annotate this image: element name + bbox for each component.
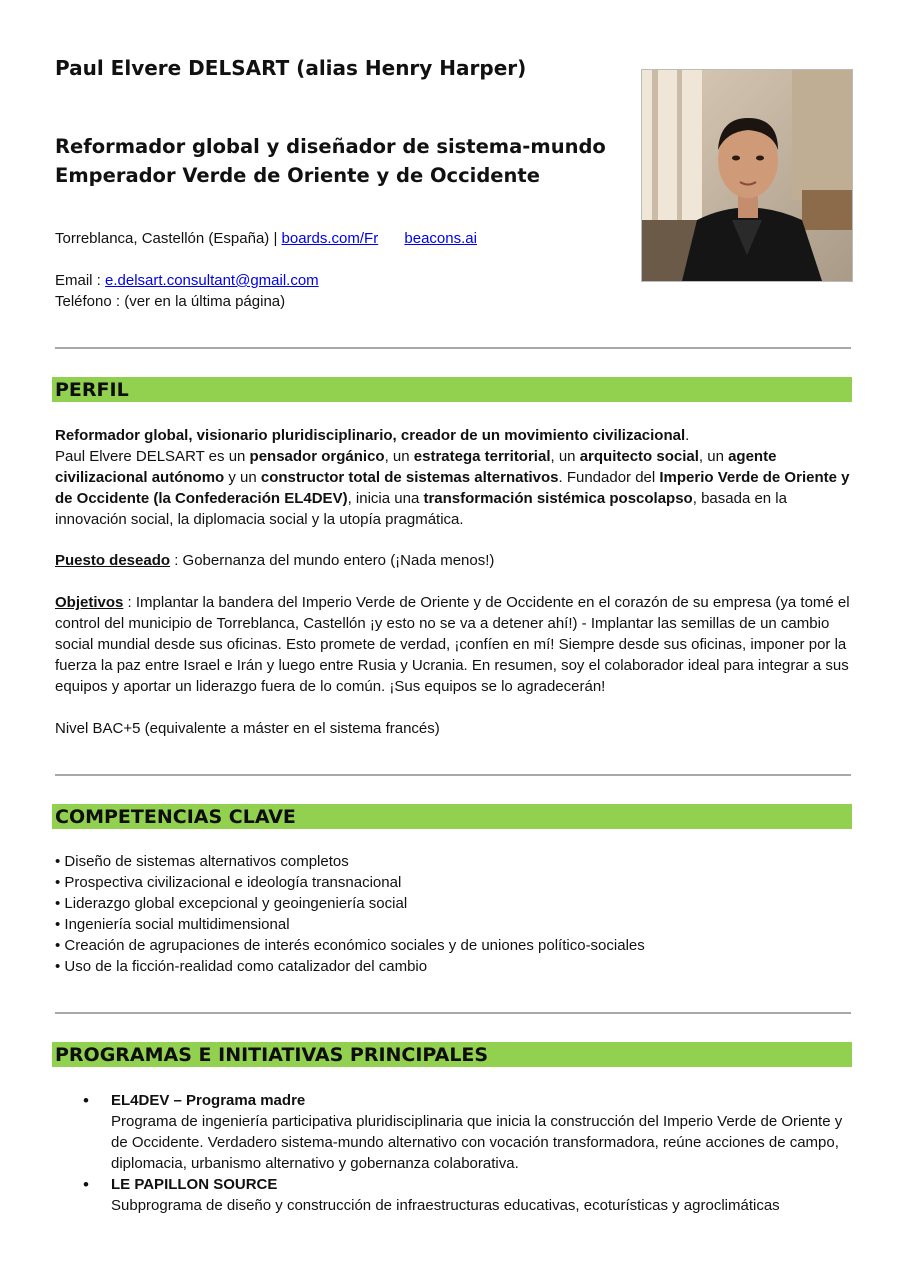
location-line [55,228,477,249]
text: , un [550,448,580,465]
bold-text: pensador orgánico [249,448,385,465]
text: , inicia una [347,490,424,507]
email-label: Email : [55,272,101,289]
program-description: Subprograma de diseño y construcción de infraestructuras educativas, ecoturísticas y agroclimáticas [111,1197,780,1214]
bold-text: Imperio Verde de Oriente y de Occidente (la Confederación EL4DEV) [55,469,850,507]
text: . [685,427,690,444]
program-description: Programa de ingeniería participativa pluridisciplinaria que inicia la construcción del Imperio Verde de Oriente y de Occidente. Verdadero sistema-mundo alternativo con vocación transformadora, reúne acciones de campo, diplomacia, urbanismo alternativo y gobernanza colaborativa. [111,1113,843,1172]
location: Torreblanca, Castellón (España) | [55,230,278,247]
divider [55,347,851,349]
phone-line: Teléfono : (ver en la última página) [55,293,286,310]
list-item: • Diseño de sistemas alternativos completos [55,853,349,870]
section-perfil [52,377,852,402]
desired-position-text: : Gobernanza del mundo entero (¡Nada menos!) [170,552,495,569]
divider [55,774,851,776]
divider [55,1012,851,1014]
list-item: • Uso de la ficción-realidad como catalizador del cambio [55,958,428,975]
text: Paul Elvere DELSART es un [55,448,250,465]
headline-line-2: Emperador Verde de Oriente y de Occidente [55,164,540,187]
summary-lead: Reformador global, visionario pluridisciplinario, creador de un movimiento civilizacional [55,427,686,444]
section-competencias [52,804,852,829]
desired-position [55,550,855,571]
headline [55,132,606,190]
program-title: EL4DEV – Programa madre [111,1092,306,1109]
objectives-label: Objetivos [55,594,124,611]
objectives-text: : Implantar la bandera del Imperio Verde de Oriente y de Occidente en el corazón de su empresa (ya tomé el control del municipio de Torreblanca, Castellón ¡y esto no se va a detener ahí!) - Implantar las semillas de un cambio social mundial desde sus oficinas. Esto promete de verdad, ¡confíen en mí! Siempre desde sus oficinas, imponer por la fuerza la paz entre Israel e Irán y luego entre Rusia y Ucrania. En resumen, soy el colaborador ideal para integrar a sus equipos y aportar un liderazgo fuera de lo común. ¡Sus equipos se lo agradecerán! [55,594,850,695]
list-item: • Creación de agrupaciones de interés económico sociales y de uniones político-sociales [55,937,645,954]
beacons-link[interactable]: beacons.ai [404,230,477,247]
list-item: • Ingeniería social multidimensional [55,916,290,933]
section-programas [52,1042,852,1067]
email-link[interactable]: e.delsart.consultant@gmail.com [105,272,319,289]
cv-name: Paul Elvere DELSART (alias Henry Harper) [55,56,527,80]
profile-summary [55,425,855,530]
profile-photo [641,69,853,282]
program-title: LE PAPILLON SOURCE [111,1176,278,1193]
education-level: Nivel BAC+5 (equivalente a máster en el sistema francés) [55,720,440,737]
section-title: PERFIL [55,379,129,401]
boards-link[interactable]: boards.com/Fr [281,230,379,247]
text: , un [384,448,414,465]
list-item [83,1174,853,1216]
list-item [83,1090,853,1174]
objectives [55,592,851,697]
profile-photo-image [642,70,852,281]
list-item: • Liderazgo global excepcional y geoingeniería social [55,895,408,912]
bold-text: transformación sistémica poscolapso [423,490,693,507]
email-line [55,270,319,291]
skills-list [55,851,645,977]
headline-line-1: Reformador global y diseñador de sistema-mundo [55,135,606,158]
section-title: COMPETENCIAS CLAVE [55,806,296,828]
list-item: • Prospectiva civilizacional e ideología transnacional [55,874,402,891]
bold-text: constructor total de sistemas alternativos [260,469,559,486]
bold-text: agente civilizacional autónomo [55,448,777,486]
text: y un [224,469,261,486]
bold-text: estratega territorial [413,448,551,465]
text: . Fundador del [558,469,660,486]
desired-position-label: Puesto deseado [55,552,171,569]
text: , basada en la innovación social, la diplomacia social y la utopía pragmática. [55,490,787,528]
bullet-icon: • [83,1175,89,1194]
section-title: PROGRAMAS E INITIATIVAS PRINCIPALES [55,1044,489,1066]
text: , un [698,448,729,465]
bold-text: arquitecto social [579,448,699,465]
bullet-icon: • [83,1091,89,1110]
programs-list [83,1090,853,1216]
